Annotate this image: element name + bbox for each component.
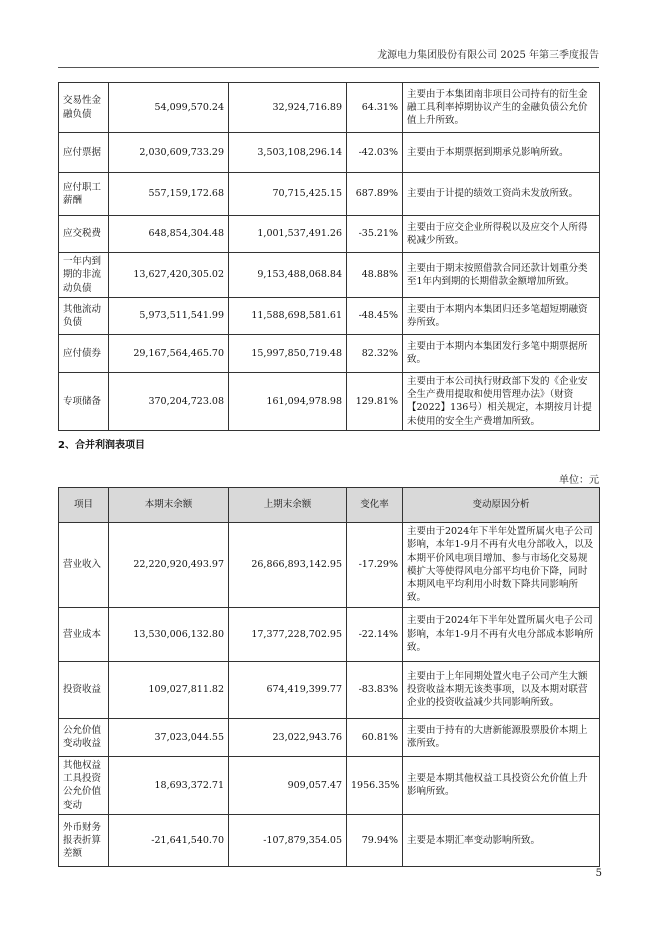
previous-cell: 11,588,698,581.61	[229, 297, 347, 334]
change-cell: 129.81%	[347, 372, 403, 430]
table-row	[59, 607, 600, 661]
previous-cell: 909,057.47	[229, 756, 347, 814]
item-cell: 专项储备	[59, 372, 109, 430]
reason-cell: 主要由于本期内本集团发行多笔中期票据所致。	[403, 334, 600, 372]
reason-cell: 主要是本期汇率变动影响所致。	[403, 814, 600, 866]
item-cell: 其他权益工具投资公允价值变动	[59, 756, 109, 814]
reason-cell: 主要是本期其他权益工具投资公允价值上升影响所致。	[403, 756, 600, 814]
table-row	[59, 334, 600, 372]
current-cell: 2,030,609,733.29	[109, 133, 229, 173]
item-cell: 公允价值变动收益	[59, 718, 109, 756]
table-row	[59, 814, 600, 866]
table-row	[59, 756, 600, 814]
change-cell: -35.21%	[347, 216, 403, 253]
reason-cell: 主要由于本期内本集团归还多笔超短期融资券所致。	[403, 297, 600, 334]
change-cell: -83.83%	[347, 661, 403, 718]
reason-cell: 主要由于计提的绩效工资尚未发放所致。	[403, 173, 600, 216]
change-cell: 48.88%	[347, 253, 403, 298]
column-header: 变动原因分析	[403, 488, 600, 523]
column-header: 变化率	[347, 488, 403, 523]
previous-cell: 70,715,425.15	[229, 173, 347, 216]
table-row	[59, 718, 600, 756]
reason-cell: 主要由于2024年下半年处置所属火电子公司影响，本年1-9月不再有火电分部成本影响所致。	[403, 607, 600, 661]
table-row	[59, 523, 600, 608]
reason-cell: 主要由于期末按照借款合同还款计划重分类至1年内到期的长期借款金额增加所致。	[403, 253, 600, 298]
page-header: 龙源电力集团股份有限公司 2025 年第三季度报告	[58, 46, 599, 68]
column-header: 本期末余额	[109, 488, 229, 523]
unit-label: 单位：元	[559, 475, 599, 486]
reason-cell: 主要由于应交企业所得税以及应交个人所得税减少所致。	[403, 216, 600, 253]
change-cell: -22.14%	[347, 607, 403, 661]
balance-sheet-changes-table	[58, 82, 600, 431]
current-cell: 5,973,511,541.99	[109, 297, 229, 334]
page-number: 5	[595, 868, 602, 879]
reason-cell: 主要由于本期票据到期承兑影响所致。	[403, 133, 600, 173]
change-cell: -48.45%	[347, 297, 403, 334]
item-cell: 营业收入	[59, 523, 109, 608]
item-cell: 应付债券	[59, 334, 109, 372]
change-cell: 79.94%	[347, 814, 403, 866]
table-row	[59, 216, 600, 253]
column-header: 项目	[59, 488, 109, 523]
table-row	[59, 133, 600, 173]
reason-cell: 主要由于本公司执行财政部下发的《企业安全生产费用提取和使用管理办法》（财资【2022】136号）相关规定，本期按月计提未使用的安全生产费增加所致。	[403, 372, 600, 430]
table-row	[59, 253, 600, 298]
current-cell: 557,159,172.68	[109, 173, 229, 216]
item-cell: 外币财务报表折算差额	[59, 814, 109, 866]
table-row	[59, 173, 600, 216]
column-header: 上期末余额	[229, 488, 347, 523]
previous-cell: 15,997,850,719.48	[229, 334, 347, 372]
change-cell: 64.31%	[347, 83, 403, 133]
current-cell: 22,220,920,493.97	[109, 523, 229, 608]
current-cell: 370,204,723.08	[109, 372, 229, 430]
item-cell: 应付职工薪酬	[59, 173, 109, 216]
table-row	[59, 372, 600, 430]
current-cell: 13,627,420,305.02	[109, 253, 229, 298]
previous-cell: 9,153,488,068.84	[229, 253, 347, 298]
item-cell: 投资收益	[59, 661, 109, 718]
item-cell: 其他流动负债	[59, 297, 109, 334]
previous-cell: 32,924,716.89	[229, 83, 347, 133]
previous-cell: -107,879,354.05	[229, 814, 347, 866]
previous-cell: 674,419,399.77	[229, 661, 347, 718]
item-cell: 营业成本	[59, 607, 109, 661]
previous-cell: 26,866,893,142.95	[229, 523, 347, 608]
item-cell: 应付票据	[59, 133, 109, 173]
change-cell: 60.81%	[347, 718, 403, 756]
previous-cell: 161,094,978.98	[229, 372, 347, 430]
table-row	[59, 661, 600, 718]
current-cell: 109,027,811.82	[109, 661, 229, 718]
current-cell: 37,023,044.55	[109, 718, 229, 756]
previous-cell: 1,001,537,491.26	[229, 216, 347, 253]
item-cell: 一年内到期的非流动负债	[59, 253, 109, 298]
change-cell: -42.03%	[347, 133, 403, 173]
current-cell: -21,641,540.70	[109, 814, 229, 866]
item-cell: 应交税费	[59, 216, 109, 253]
reason-cell: 主要由于2024年下半年处置所属火电子公司影响，本年1-9月不再有火电分部收入，以及本期平价风电项目增加、参与市场化交易规模扩大等使得风电分部平均电价下降，同时本期风电平均利用小时数下降共同影响所致。	[403, 523, 600, 608]
change-cell: -17.29%	[347, 523, 403, 608]
change-cell: 687.89%	[347, 173, 403, 216]
previous-cell: 3,503,108,296.14	[229, 133, 347, 173]
current-cell: 54,099,570.24	[109, 83, 229, 133]
reason-cell: 主要由于持有的大唐新能源股票股价本期上涨所致。	[403, 718, 600, 756]
reason-cell: 主要由于本集团南非项目公司持有的衍生金融工具利率掉期协议产生的金融负债公允价值上升所致。	[403, 83, 600, 133]
change-cell: 82.32%	[347, 334, 403, 372]
table-header-row	[59, 488, 600, 523]
item-cell: 交易性金融负债	[59, 83, 109, 133]
current-cell: 18,693,372.71	[109, 756, 229, 814]
reason-cell: 主要由于上年同期处置火电子公司产生大额投资收益本期无该类事项，以及本期对联营企业的投资收益减少共同影响所致。	[403, 661, 600, 718]
current-cell: 29,167,564,465.70	[109, 334, 229, 372]
table-row	[59, 297, 600, 334]
current-cell: 13,530,006,132.80	[109, 607, 229, 661]
change-cell: 1956.35%	[347, 756, 403, 814]
section-title: 2、合并利润表项目	[58, 440, 145, 451]
current-cell: 648,854,304.48	[109, 216, 229, 253]
income-statement-changes-table	[58, 487, 600, 867]
previous-cell: 17,377,228,702.95	[229, 607, 347, 661]
previous-cell: 23,022,943.76	[229, 718, 347, 756]
table-row	[59, 83, 600, 133]
